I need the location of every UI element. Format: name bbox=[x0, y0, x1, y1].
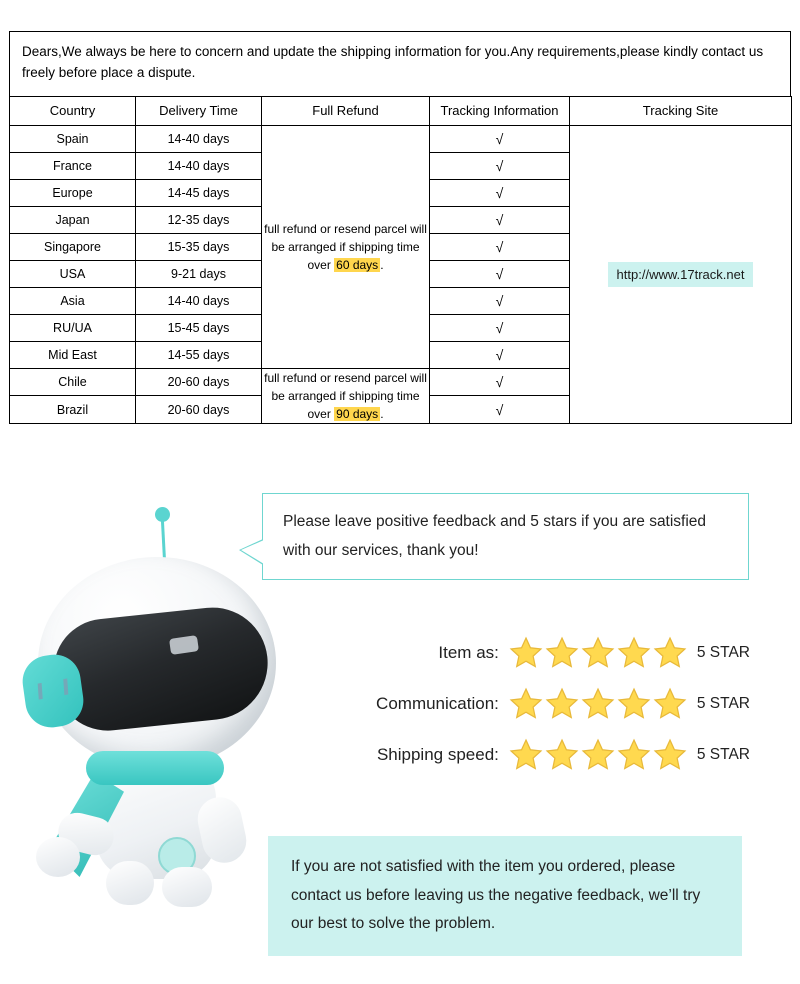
shipping-notice-text: Dears,We always be here to concern and update the shipping information for you.Any requirements,please kindly contact us freely before place a dispute. bbox=[9, 31, 791, 96]
cell-country: Spain bbox=[10, 125, 136, 152]
cell-delivery-time: 20-60 days bbox=[136, 396, 262, 424]
table-row bbox=[10, 125, 792, 152]
cell-country: Chile bbox=[10, 368, 136, 396]
cell-delivery-time: 15-45 days bbox=[136, 314, 262, 341]
star-icon bbox=[509, 738, 543, 771]
cell-country: Asia bbox=[10, 287, 136, 314]
rating-label: Item as: bbox=[438, 642, 499, 662]
rating-row-communication bbox=[330, 678, 750, 729]
column-header-country: Country bbox=[10, 96, 136, 125]
cell-delivery-time: 9-21 days bbox=[136, 260, 262, 287]
refund-highlight-90-days: 90 days bbox=[336, 406, 379, 421]
star-icon bbox=[545, 687, 579, 720]
cell-tracking-site bbox=[570, 125, 792, 423]
column-header-full-refund: Full Refund bbox=[262, 96, 430, 125]
star-icon bbox=[617, 738, 651, 771]
negative-feedback-bubble: If you are not satisfied with the item you ordered, please contact us before leaving us the negative feedback, we’ll try our best to solve the problem. bbox=[268, 836, 742, 956]
cell-tracking-check: √ bbox=[430, 287, 570, 314]
cell-full-refund-group-2 bbox=[262, 368, 430, 423]
cell-tracking-check: √ bbox=[430, 206, 570, 233]
cell-country: RU/UA bbox=[10, 314, 136, 341]
column-header-tracking-site: Tracking Site bbox=[570, 96, 792, 125]
column-header-tracking-information: Tracking Information bbox=[430, 96, 570, 125]
refund-text-before: full refund or resend parcel will be arranged if shipping time over bbox=[264, 370, 427, 421]
cell-delivery-time: 14-40 days bbox=[136, 287, 262, 314]
tracking-site-link[interactable]: http://www.17track.net bbox=[608, 262, 754, 287]
ratings-list bbox=[330, 627, 750, 780]
star-icon bbox=[545, 738, 579, 771]
column-header-delivery-time: Delivery Time bbox=[136, 96, 262, 125]
cell-tracking-check: √ bbox=[430, 260, 570, 287]
cell-country: France bbox=[10, 152, 136, 179]
star-icon bbox=[617, 636, 651, 669]
rating-row-shipping-speed bbox=[330, 729, 750, 780]
refund-highlight-60-days: 60 days bbox=[336, 257, 379, 272]
positive-feedback-bubble: Please leave positive feedback and 5 stars if you are satisfied with our services, thank you! bbox=[262, 493, 749, 580]
cell-delivery-time: 14-45 days bbox=[136, 179, 262, 206]
cell-delivery-time: 14-40 days bbox=[136, 152, 262, 179]
robot-leg-left bbox=[106, 861, 154, 905]
rating-value: 5 STAR bbox=[696, 694, 750, 712]
cell-tracking-check: √ bbox=[430, 314, 570, 341]
rating-value: 5 STAR bbox=[696, 745, 750, 763]
robot-hand-left bbox=[36, 837, 80, 877]
cell-country: USA bbox=[10, 260, 136, 287]
star-icon bbox=[581, 738, 615, 771]
star-icon bbox=[617, 687, 651, 720]
rating-label: Shipping speed: bbox=[376, 744, 499, 764]
cell-tracking-check: √ bbox=[430, 152, 570, 179]
feedback-section bbox=[0, 455, 800, 984]
cell-tracking-check: √ bbox=[430, 368, 570, 396]
refund-text-after: . bbox=[380, 406, 384, 421]
cell-full-refund-group-1 bbox=[262, 125, 430, 368]
star-icon bbox=[509, 687, 543, 720]
star-icon bbox=[653, 687, 687, 720]
cell-tracking-check: √ bbox=[430, 179, 570, 206]
star-rating-shipping-speed bbox=[509, 738, 689, 771]
cell-country: Japan bbox=[10, 206, 136, 233]
star-icon bbox=[509, 636, 543, 669]
star-icon bbox=[653, 636, 687, 669]
cell-country: Brazil bbox=[10, 396, 136, 424]
refund-text-before: full refund or resend parcel will be arranged if shipping time over bbox=[264, 221, 427, 272]
cell-tracking-check: √ bbox=[430, 125, 570, 152]
star-icon bbox=[545, 636, 579, 669]
rating-label: Communication: bbox=[376, 693, 499, 713]
refund-text-after: . bbox=[380, 257, 384, 272]
star-rating-communication bbox=[509, 687, 689, 720]
cell-delivery-time: 20-60 days bbox=[136, 368, 262, 396]
cell-delivery-time: 12-35 days bbox=[136, 206, 262, 233]
cell-tracking-check: √ bbox=[430, 396, 570, 424]
rating-row-item-as bbox=[330, 627, 750, 678]
robot-scarf bbox=[86, 751, 224, 785]
cell-delivery-time: 14-55 days bbox=[136, 341, 262, 368]
star-rating-item-as bbox=[509, 636, 689, 669]
cell-delivery-time: 15-35 days bbox=[136, 233, 262, 260]
table-header-row bbox=[10, 96, 792, 125]
star-icon bbox=[653, 738, 687, 771]
shipping-policy-block bbox=[9, 31, 791, 424]
cell-delivery-time: 14-40 days bbox=[136, 125, 262, 152]
rating-value: 5 STAR bbox=[696, 643, 750, 661]
cell-tracking-check: √ bbox=[430, 233, 570, 260]
star-icon bbox=[581, 636, 615, 669]
star-icon bbox=[581, 687, 615, 720]
cell-tracking-check: √ bbox=[430, 341, 570, 368]
cell-country: Mid East bbox=[10, 341, 136, 368]
robot-leg-right bbox=[162, 867, 212, 907]
shipping-table bbox=[9, 96, 792, 424]
cell-country: Europe bbox=[10, 179, 136, 206]
cell-country: Singapore bbox=[10, 233, 136, 260]
